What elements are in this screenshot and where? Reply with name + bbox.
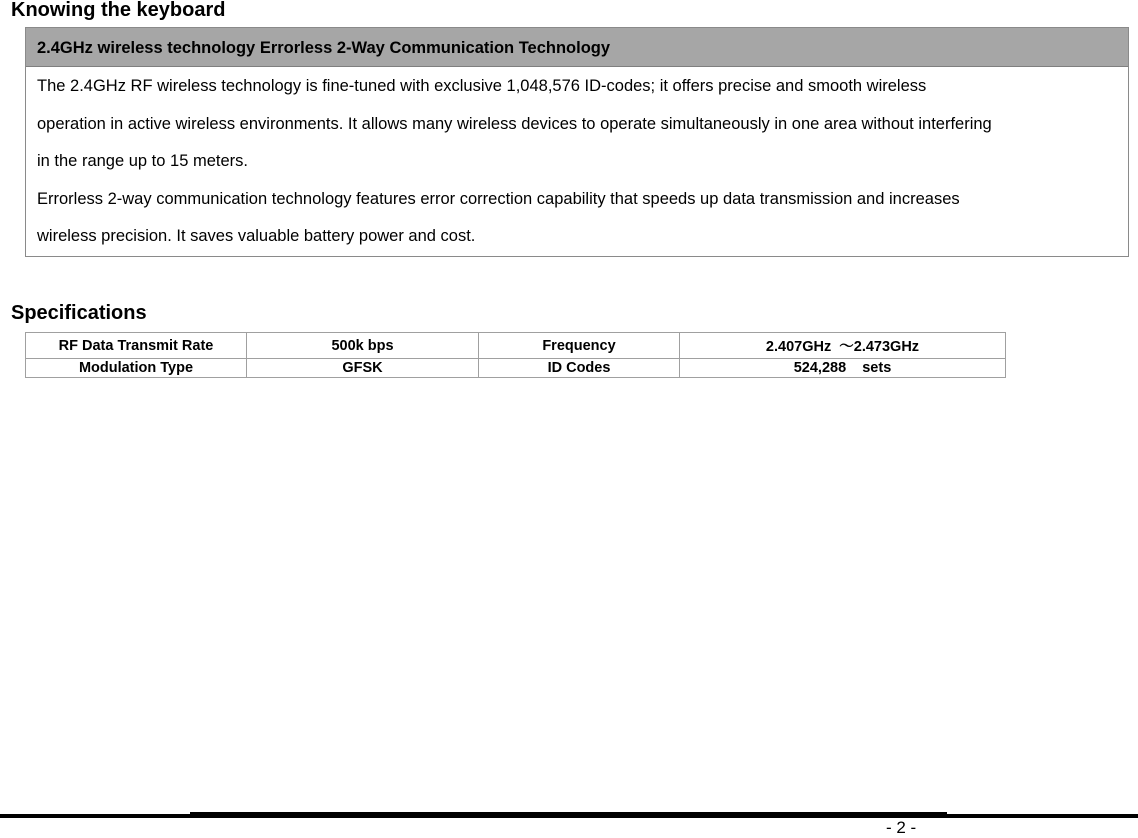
- spec-label-modulation: Modulation Type: [26, 359, 247, 378]
- table-row: [26, 333, 1006, 359]
- wireless-technology-title: 2.4GHz wireless technology Errorless 2-Way Communication Technology: [26, 28, 1128, 67]
- section-heading-knowing-keyboard: Knowing the keyboard: [11, 0, 226, 21]
- spec-value-modulation: GFSK: [247, 359, 479, 378]
- specifications-table: [25, 332, 1006, 378]
- spec-label-id-codes: ID Codes: [479, 359, 680, 378]
- description-line: in the range up to 15 meters.: [37, 152, 248, 170]
- description-line: wireless precision. It saves valuable battery power and cost.: [37, 227, 476, 245]
- wireless-technology-description: [26, 67, 1128, 256]
- spec-value-id-codes: 524,288 sets: [680, 359, 1006, 378]
- wireless-technology-box: [25, 27, 1129, 257]
- description-line: Errorless 2-way communication technology features error correction capability that speeds up data transmission and increases: [37, 189, 960, 208]
- section-heading-specifications: Specifications: [11, 302, 147, 324]
- spec-value-frequency: 2.407GHz ～2.473GHz: [680, 333, 1006, 359]
- page-number: - 2 -: [886, 818, 917, 837]
- description-line: The 2.4GHz RF wireless technology is fine-tuned with exclusive 1,048,576 ID-codes; it offers precise and smooth wireless: [37, 77, 927, 95]
- table-row: [26, 359, 1006, 378]
- spec-label-frequency: Frequency: [479, 333, 680, 359]
- description-line: operation in active wireless environments. It allows many wireless devices to operate simultaneously in one area without interfering: [37, 114, 992, 133]
- spec-value-rf-rate: 500k bps: [247, 333, 479, 359]
- footer-divider: [0, 814, 1138, 818]
- spec-label-rf-rate: RF Data Transmit Rate: [26, 333, 247, 359]
